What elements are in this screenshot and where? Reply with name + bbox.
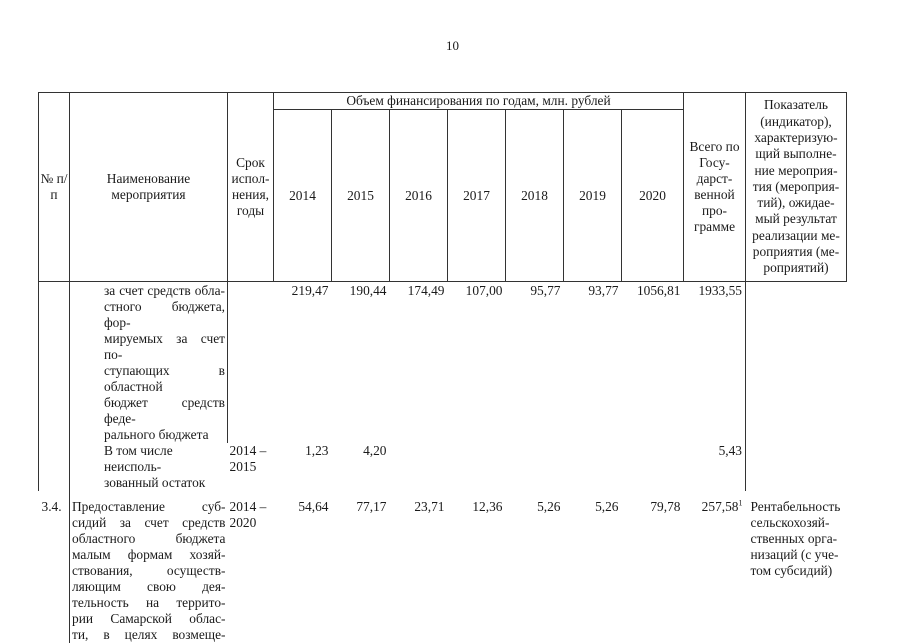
cell-value: 95,77 — [506, 282, 564, 444]
cell-indicator: Рентабельность сельскохозяй- ственных орга- низаций (с уче- том субсидий) — [746, 491, 847, 643]
table-row — [39, 282, 847, 444]
header-year: 2020 — [622, 110, 684, 282]
header-funding-group: Объем финансирования по годам, млн. рублей — [274, 93, 684, 110]
cell-term: 2014 – 2020 — [228, 491, 274, 643]
cell-value: 5,26 — [506, 491, 564, 643]
cell-num — [39, 282, 70, 444]
cell-value — [506, 443, 564, 491]
page-number: 10 — [0, 38, 905, 54]
cell-value: 12,36 — [448, 491, 506, 643]
cell-value: 77,17 — [332, 491, 390, 643]
header-year: 2016 — [390, 110, 448, 282]
header-year: 2017 — [448, 110, 506, 282]
table-header — [39, 93, 847, 282]
cell-total: 5,43 — [684, 443, 746, 491]
cell-value: 1056,81 — [622, 282, 684, 444]
cell-value: 190,44 — [332, 282, 390, 444]
footnote-mark: 1 — [739, 499, 743, 508]
cell-value: 79,78 — [622, 491, 684, 643]
cell-name: за счет средств обла- стного бюджета, фор- мируемых за счет по- ступающих в областной бюджет средств феде- рального бюджета — [70, 282, 228, 444]
cell-value — [564, 443, 622, 491]
cell-value: 54,64 — [274, 491, 332, 643]
table-row — [39, 491, 847, 643]
table-body — [39, 282, 847, 643]
cell-value: 23,71 — [390, 491, 448, 643]
cell-value: 5,26 — [564, 491, 622, 643]
header-year: 2019 — [564, 110, 622, 282]
table-row — [39, 443, 847, 491]
cell-value — [390, 443, 448, 491]
cell-num — [39, 443, 70, 491]
cell-indicator — [746, 443, 847, 491]
cell-value: 93,77 — [564, 282, 622, 444]
cell-term: 2014 – 2015 — [228, 443, 274, 491]
cell-value: 174,49 — [390, 282, 448, 444]
header-num: № п/п — [39, 93, 70, 282]
cell-indicator — [746, 282, 847, 444]
cell-num: 3.4. — [39, 491, 70, 643]
cell-value — [448, 443, 506, 491]
header-term: Срок испол-нения, годы — [228, 93, 274, 282]
cell-total: 257,58$^1$ — [684, 491, 746, 643]
cell-value: 107,00 — [448, 282, 506, 444]
cell-value: 4,20 — [332, 443, 390, 491]
header-total: Всего по Госу- дарст- венной про- грамме — [684, 93, 746, 282]
header-name: Наименование мероприятия — [70, 93, 228, 282]
cell-value: 1,23 — [274, 443, 332, 491]
header-year: 2018 — [506, 110, 564, 282]
cell-name: Предоставление суб- сидий за счет средств областного бюджета малым формам хозяй- ствования, осуществ- ляющим свою дея- тельность на террито- рии Самарской облас- ти, в целях возмеще- — [70, 491, 228, 643]
header-indicator: Показатель (индикатор), характеризую- щий выполне- ние мероприя- тия (мероприя- тий), ожидае- мый результат реализации ме- роприятия (ме- роприятий) — [746, 93, 847, 282]
cell-value: 219,47 — [274, 282, 332, 444]
cell-term — [228, 282, 274, 444]
financing-table — [38, 92, 847, 643]
header-year: 2014 — [274, 110, 332, 282]
cell-total: 1933,55 — [684, 282, 746, 444]
cell-value — [622, 443, 684, 491]
header-year: 2015 — [332, 110, 390, 282]
cell-name: В том числе неисполь- зованный остаток — [70, 443, 228, 491]
